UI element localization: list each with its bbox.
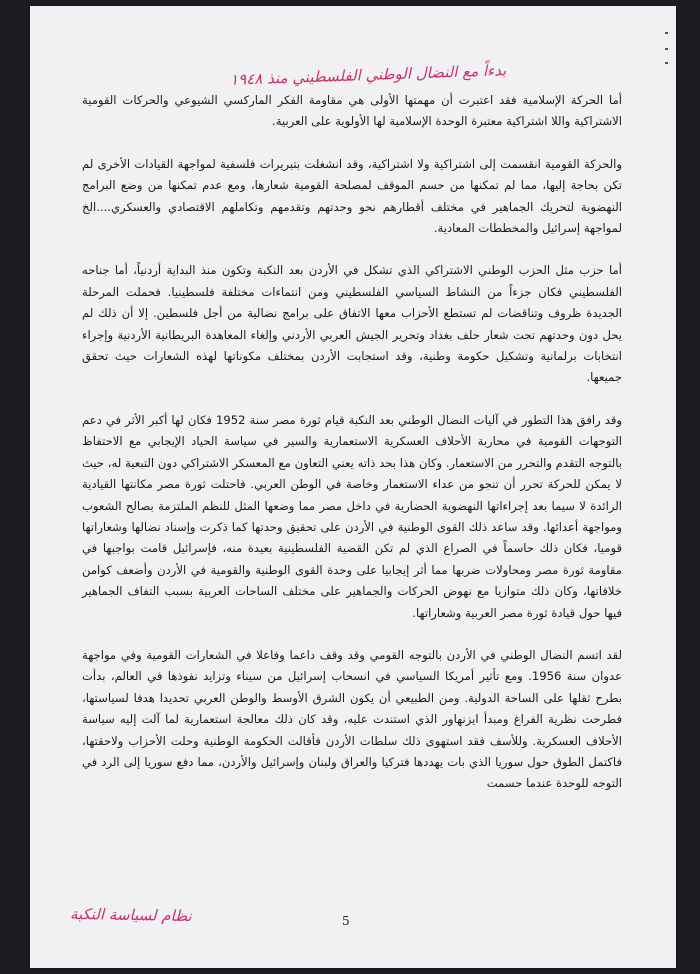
margin-mark <box>665 62 668 64</box>
paragraph-1: أما الحركة الإسلامية فقد اعتبرت أن مهمتها الأولى هي مقاومة الفكر الماركسي الشيوعي والحركات القومية الاشتراكية واللا اشتراكية معتبرة الوحدة الإسلامية لها الأولوية على العربية. <box>82 93 622 129</box>
page-number: 5 <box>342 914 350 928</box>
body-text <box>82 90 622 816</box>
paragraph-5: لقد اتسم النضال الوطني في الأردن بالتوجه القومي وقد وقف داعما وفاعلا في الشعارات القومية وفي مواجهة عدوان سنة 1956. ومع تأثير أمريكا السياسي في انسحاب إسرائيل من سيناء وتزايد نفوذها في العالم، بدأت بطرح ثقلها على الساحة الدولية. ومن الطبيعي أن يكون الشرق الأوسط والوطن العربي تحديدا هدفا لسياستها، فطرحت نظرية الفراغ ومبدأ ايزنهاور الذي استندت عليه، وقد كان ذلك معالجة استعمارية لما آلت إليه سياسة الأحلاف العسكرية. وللأسف فقد استهوى ذلك سلطات الأردن فأقالت الحكومة الوطنية وحلت الأحزاب ولاحقتها، فاكتمل الطوق حول سوريا الذي بات يهددها فتركيا والعراق ولبنان وإسرائيل والأردن، مما دفع سوريا إلى الرد في التوجه للوحدة عندما حسمت <box>82 647 622 791</box>
handwritten-annotation-top: بدءاً مع النضال الوطني الفلسطيني منذ ١٩٤٨ <box>229 61 507 89</box>
paragraph-3: أما حزب مثل الحزب الوطني الاشتراكي الذي تشكل في الأردن بعد النكبة وتكون منذ البداية أردنياً، أما جناحه الفلسطيني فكان جزءاً من النشاط السياسي الفلسطيني ومن انتماءات مختلفة فلسطينيا. فحملت المرحلة الجديدة ظروف وتناقضات لم تستطع الأحزاب معها الاتفاق على برامج نضالية من أجل فلسطين. إلا أن ذلك لم يحل دون وحدتهم تحت شعار حلف بغداد وتحرير الجيش العربي الأردني وإلغاء المعاهدة البريطانية الأردنية وإجراء انتخابات برلمانية وتشكيل حكومة وطنية، وقد استجابت الأردن بمختلف مكوناتها لهذه الشعارات حيث تحقق جميعها. <box>82 263 622 385</box>
paragraph-4: وقد رافق هذا التطور في آليات النضال الوطني بعد النكبة قيام ثورة مصر سنة 1952 فكان لها أكبر الأثر في دعم التوجهات القومية في محاربة الأحلاف العسكرية الاستعمارية والسير في سياسة الحياد الإيجابي مع الاحتفاظ بالتوجه التقدم والتحرر من الاستعمار. وكان هذا بحد ذاته يعني التعاون مع المعسكر الاشتراكي دون التبعية له، حيث لا يمكن للحركة تحرر أن تنجو من عداء الاستعمار وخاصة في الوطن العربي. فاحتلت ثورة مصر مكانتها القيادية الرائدة لا سيما بعد إجراءاتها النهضوية الحضارية في داخل مصر مما وضعها المثل للنظم الملتزمة بصالح الشعوب ومواجهة أعدائها. وقد ساعد ذلك القوى الوطنية في الأردن على تحقيق وحدتها كما ذكرت وإسناد نضالها وشعاراتها قوميا، فكان ذلك حاسماً في الصراع الذي لم تكن القضية الفلسطينية بعيدة منه، فإسرائيل قامت بواجبها في مقاومة ثورة مصر ومحاولات ضربها مما أثر إيجابيا على وحدة القوى الوطنية والقومية في الأردن وأضعف كوامن خلافاتها، وكان ذلك متوازيا مع نهوض الحركات والجماهير على مختلف الساحات العربية بسبب التفاف الجماهير فيها حول قيادة ثورة مصر العربية وشعاراتها. <box>82 412 622 620</box>
handwritten-annotation-bottom: نظام لسياسة النكبة <box>69 904 192 926</box>
margin-mark <box>665 32 668 34</box>
document-page <box>30 6 676 968</box>
paragraph-2: والحركة القومية انقسمت إلى اشتراكية ولا اشتراكية، وقد انشغلت بتبريرات فلسفية لمواجهة القيادات الأخرى لم تكن بحاجة إليها، مما لم تمكنها من حسم الموقف لمصلحة القومية شعارها، ومع عدم تمكنها من وضع البرامج النهضوية لتحريك الجماهير في مختلف أقطارهم نحو وحدتهم وتقدمهم وتكاملهم الاقتصادي والعسكري....الخ لمواجهة إسرائيل والمخططات المعادية. <box>82 156 622 236</box>
margin-mark <box>665 48 668 50</box>
